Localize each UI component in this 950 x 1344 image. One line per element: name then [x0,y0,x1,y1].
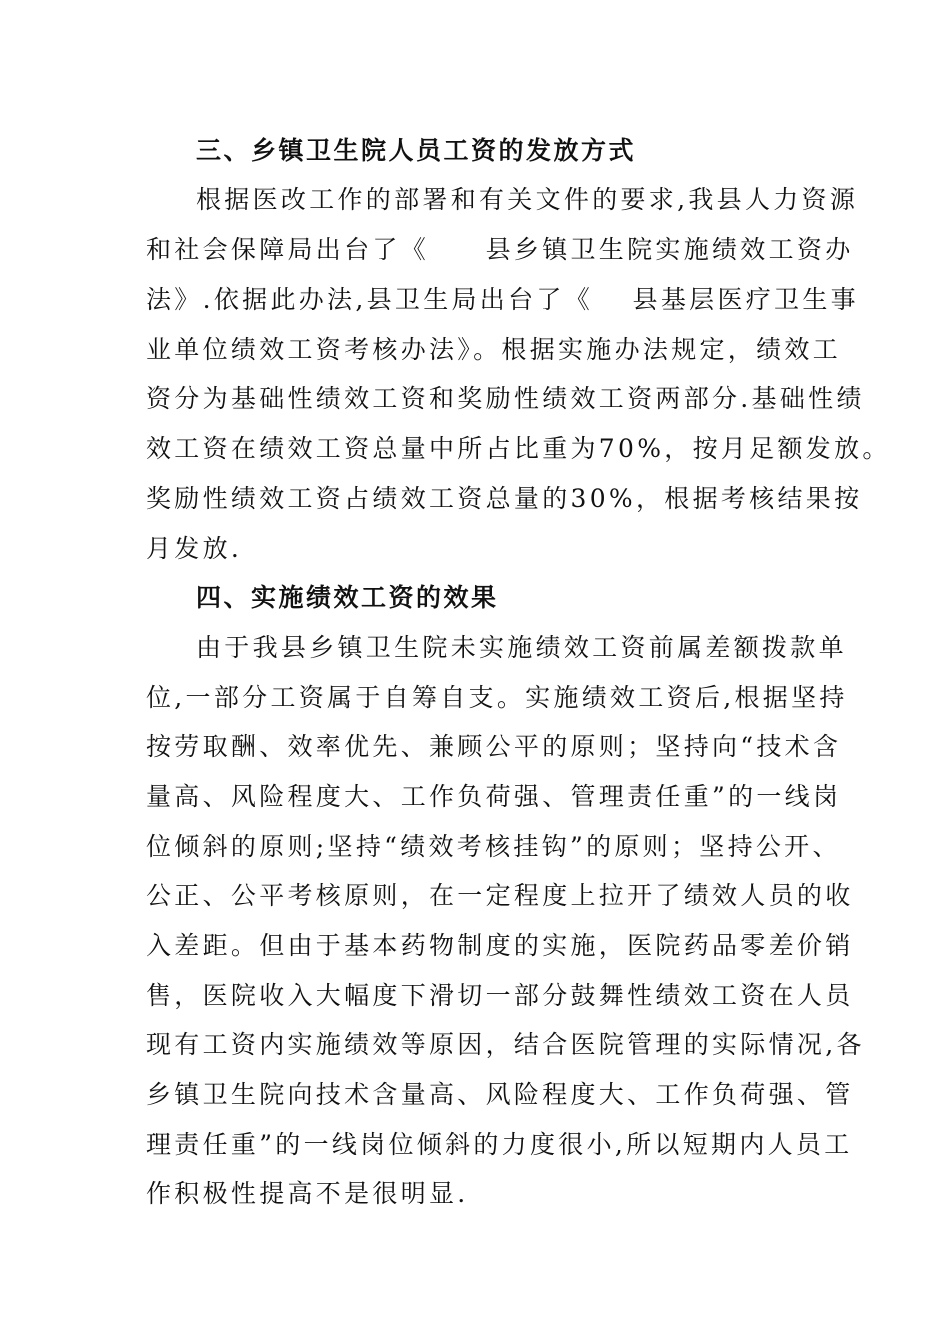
section-3-heading: 三、乡镇卫生院人员工资的发放方式 [196,136,637,165]
paragraph-line: 法》.依据此办法,县卫生局出台了《 县基层医疗卫生事 [146,285,859,314]
paragraph-line: 和社会保障局出台了《 县乡镇卫生院实施绩效工资办 [146,235,854,264]
paragraph-line: 业单位绩效工资考核办法》。根据实施办法规定，绩效工 [146,335,842,364]
paragraph-line: 位倾斜的原则;坚持“绩效考核挂钩”的原则；坚持公开、 [146,832,841,861]
paragraph-line: 位,一部分工资属于自筹自支。实施绩效工资后,根据坚持 [146,683,848,712]
paragraph-line: 量高、风险程度大、工作负荷强、管理责任重”的一线岗 [146,782,842,811]
paragraph-line: 理责任重”的一线岗位倾斜的力度很小,所以短期内人员工 [146,1130,853,1159]
paragraph-line: 售，医院收入大幅度下滑切一部分鼓舞性绩效工资在人员 [146,981,854,1010]
paragraph-line: 由于我县乡镇卫生院未实施绩效工资前属差额拨款单 [196,633,847,662]
paragraph-line: 效工资在绩效工资总量中所占比重为70%，按月足额发放。 [146,434,891,463]
paragraph-line: 资分为基础性绩效工资和奖励性绩效工资两部分.基础性绩 [146,384,865,413]
paragraph-line: 按劳取酬、效率优先、兼顾公平的原则；坚持向“技术含 [146,732,842,761]
paragraph-line: 奖励性绩效工资占绩效工资总量的30%，根据考核结果按 [146,484,863,513]
paragraph-line: 现有工资内实施绩效等原因，结合医院管理的实际情况,各 [146,1030,865,1059]
paragraph-line: 公正、公平考核原则，在一定程度上拉开了绩效人员的收 [146,881,854,910]
paragraph-line: 月发放. [146,534,243,563]
section-4-heading: 四、实施绩效工资的效果 [196,583,499,612]
paragraph-line: 作积极性提高不是很明显. [146,1179,469,1208]
paragraph-line: 根据医改工作的部署和有关文件的要求,我县人力资源 [196,185,859,214]
paragraph-line: 入差距。但由于基本药物制度的实施，医院药品零差价销 [146,931,854,960]
paragraph-line: 乡镇卫生院向技术含量高、风险程度大、工作负荷强、管 [146,1080,854,1109]
